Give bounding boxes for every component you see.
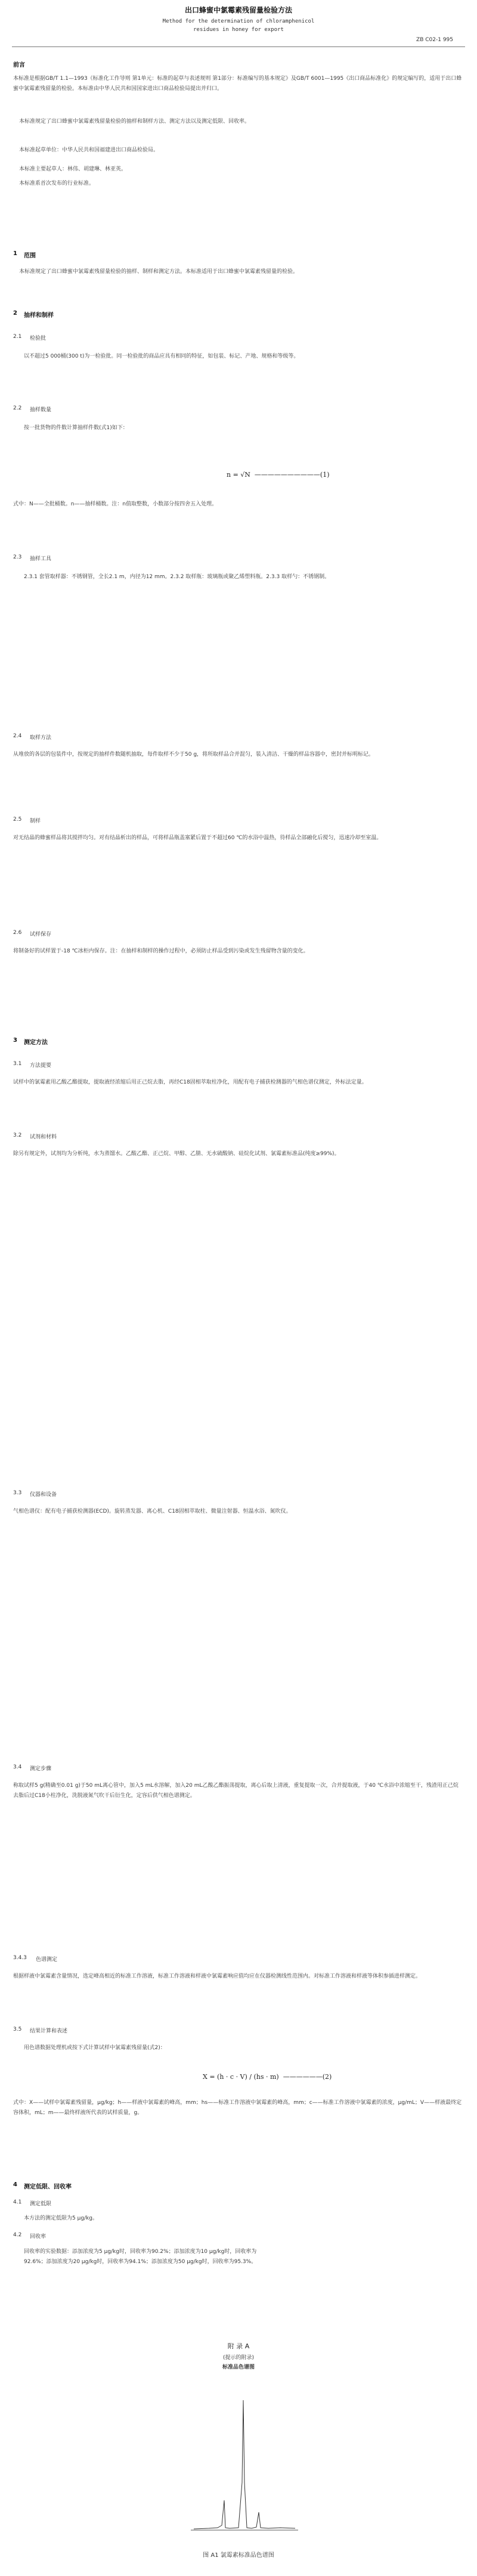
subsection-title: 方法提要 xyxy=(30,1063,52,1069)
subsection-number: 3.2 xyxy=(13,1132,22,1138)
section-body: 本标准规定了出口蜂蜜中氯霉素残留量检验的抽样、制样和测定方法。本标准适用于出口蜂蜜中氯霉素残留量的检验。 xyxy=(19,269,299,275)
subsection-number: 2.6 xyxy=(13,930,22,936)
subsection-number: 2.5 xyxy=(13,817,22,823)
subsection-title: 试剂和材料 xyxy=(30,1134,57,1140)
english-title-line-2: residues in honey for export xyxy=(193,27,284,33)
subsection-title: 抽样数量 xyxy=(30,407,52,413)
subsection-number: 2.4 xyxy=(13,733,22,739)
subsection-number: 3.4.3 xyxy=(13,1955,27,1961)
subsection-title: 结果计算和表述 xyxy=(30,2028,68,2034)
section-body: 根据样液中氯霉素含量情况，选定峰高相近的标准工作溶液，标准工作溶液和样液中氯霉素响应值均应在仪器检测线性范围内。对标准工作溶液和样液等体积参插进样测定。 xyxy=(13,1973,422,1979)
section-body: 回收率的实验数据：添加浓度为5 μg/kg时，回收率为90.2%；添加浓度为10 μg/kg时，回收率为92.6%；添加浓度为20 μg/kg时，回收率为94.1%；添加浓度为50 μg/kg时，回收率为95.3%。 xyxy=(24,2249,257,2265)
section-title: 测定方法 xyxy=(24,1039,48,1046)
section-number: 4 xyxy=(13,2181,17,2188)
subsection-title: 抽样工具 xyxy=(30,556,52,562)
standard-number: ZB C02-1 995 xyxy=(416,37,453,43)
section-number: 2 xyxy=(13,310,17,316)
section-body: 试样中的氯霉素用乙酸乙酯提取，提取液经浓缩后用正己烷去脂，再经C18固相萃取柱净化，用配有电子捕获检测器的气相色谱仪测定，外标法定量。 xyxy=(13,1079,367,1085)
section-body: 本方法的测定低限为5 μg/kg。 xyxy=(24,2215,98,2221)
subsection-number: 3.3 xyxy=(13,1490,22,1496)
chromatogram-figure xyxy=(185,2393,304,2539)
subsection-number: 2.1 xyxy=(13,334,22,340)
formula-explanation: 式中：N——全批桶数。n——抽样桶数。注：n值取整数，小数部分按四舍五入处理。 xyxy=(13,501,218,507)
header-divider xyxy=(12,46,465,47)
subsection-title: 测定低限 xyxy=(30,2201,52,2207)
subsection-title: 色谱测定 xyxy=(36,1957,58,1963)
subsection-number: 4.2 xyxy=(13,2232,22,2238)
foreword-heading: 前言 xyxy=(13,62,25,69)
foreword-paragraph: 本标准规定了出口蜂蜜中氯霉素残留量检验的抽样和制样方法、测定方法以及测定低限、回收率。 xyxy=(19,119,250,125)
subsection-title: 试样保存 xyxy=(30,932,52,938)
section-body: 用色谱数据处理机或按下式计算试样中氯霉素残留量(式2)： xyxy=(24,2045,166,2051)
formula-2: X = (h · c · V) / (hs · m) ——————(2) xyxy=(203,2073,332,2081)
figure-caption: 图 A1 氯霉素标准品色谱图 xyxy=(203,2552,274,2559)
foreword-paragraph: 本标准主要起草人：林伟、胡建琳、林亚英。 xyxy=(19,166,127,172)
subsection-title: 测定步骤 xyxy=(30,1766,52,1772)
section-body: 称取试样5 g(精确至0.01 g)于50 mL离心管中，加入5 mL水溶解，加入20 mL乙酸乙酯振荡提取，离心后取上清液，重复提取一次，合并提取液，于40 ℃水浴中浓缩至干，残渣用正己烷去脂后过C18小柱净化，洗脱液氮气吹干后衍生化，定容后供气相色谱测定。 xyxy=(13,1783,459,1799)
section-body: 除另有规定外，试剂均为分析纯，水为蒸馏水。乙酸乙酯、正己烷、甲醇、乙腈、无水硫酸钠、硅烷化试剂、氯霉素标准品(纯度≥99%)。 xyxy=(13,1151,340,1157)
foreword-paragraph: 本标准起草单位：中华人民共和国福建进出口商品检验局。 xyxy=(19,147,159,153)
chromatogram-trace xyxy=(194,2400,295,2529)
formula-1: n = √N ——————————(1) xyxy=(227,471,330,479)
document-title: 出口蜂蜜中氯霉素残留量检验方法 xyxy=(184,6,292,14)
subsection-title: 制样 xyxy=(30,818,41,824)
foreword-paragraph: 本标准系首次发布的行业标准。 xyxy=(19,181,95,187)
section-body: 以不超过5 000桶(300 t)为一检验批。同一检验批的商品应具有相同的特征，如包装、标记、产地、规格和等级等。 xyxy=(24,353,299,359)
section-body: 从堆放的各层的包装件中，按规定的抽样件数随机抽取，每件取样不少于50 g，将所取样品合并混匀，装入清洁、干燥的样品容器中，密封并标明标记。 xyxy=(13,752,374,758)
subsection-title: 回收率 xyxy=(30,2234,47,2240)
subsection-number: 3.5 xyxy=(13,2026,22,2032)
section-body: 2.3.1 套管取样器：不锈钢管，全长2.1 m，内径为12 mm。2.3.2 取样瓶：玻璃瓶或聚乙烯塑料瓶。2.3.3 取样勺：不锈钢制。 xyxy=(24,574,330,580)
subsection-title: 检验批 xyxy=(30,336,47,342)
section-title: 抽样和制样 xyxy=(24,312,54,319)
subsection-number: 3.4 xyxy=(13,1764,22,1770)
subsection-title: 仪器和设备 xyxy=(30,1492,57,1498)
section-title: 范围 xyxy=(24,253,36,259)
formula-explanation: 式中：X——试样中氯霉素残留量，μg/kg；h——样液中氯霉素的峰高，mm；hs——标准工作溶液中氯霉素的峰高，mm；c——标准工作溶液中氯霉素的浓度，μg/mL；V——样液最终定容体积，mL；m——最终样液所代表的试样质量，g。 xyxy=(13,2100,462,2116)
subsection-title: 取样方法 xyxy=(30,735,52,741)
subsection-number: 2.3 xyxy=(13,554,22,560)
section-body: 对无结晶的蜂蜜样品将其搅拌均匀。对有结晶析出的样品，可将样品瓶盖塞紧后置于不超过60 ℃的水浴中温热，待样品全部融化后搅匀，迅速冷却至室温。 xyxy=(13,835,382,841)
subsection-number: 3.1 xyxy=(13,1061,22,1067)
subsection-number: 2.2 xyxy=(13,405,22,411)
foreword-paragraph: 本标准是根据GB/T 1.1—1993《标准化工作导则 第1单元：标准的起草与表述规则 第1部分：标准编写的基本规定》及GB/T 6001—1995《出口商品标准化》的规定编写的，适用于出口蜂蜜中氯霉素残留量的检验。本标准由中华人民共和国国家进出口商品检验局提出并归口。 xyxy=(13,76,462,92)
section-body: 按一批货物的件数计算抽样件数(式1)如下： xyxy=(24,425,128,431)
section-number: 3 xyxy=(13,1037,17,1044)
appendix-subtitle: 标准品色谱图 xyxy=(222,2364,255,2370)
appendix-type: (提示的附录) xyxy=(222,2355,255,2361)
section-body: 将制备好的试样置于-18 ℃冰柜内保存。注：在抽样和制样的操作过程中，必须防止样品受到污染或发生残留物含量的变化。 xyxy=(13,948,309,954)
section-number: 1 xyxy=(13,250,17,257)
english-title-line-1: Method for the determination of chloramphenicol xyxy=(162,18,315,24)
subsection-number: 4.1 xyxy=(13,2199,22,2205)
section-body: 气相色谱仪：配有电子捕获检测器(ECD)。旋转蒸发器、离心机、C18固相萃取柱、微量注射器、恒温水浴、氮吹仪。 xyxy=(13,1509,292,1514)
appendix-title: 附 录 A xyxy=(227,2342,250,2350)
section-title: 测定低限、回收率 xyxy=(24,2184,72,2190)
